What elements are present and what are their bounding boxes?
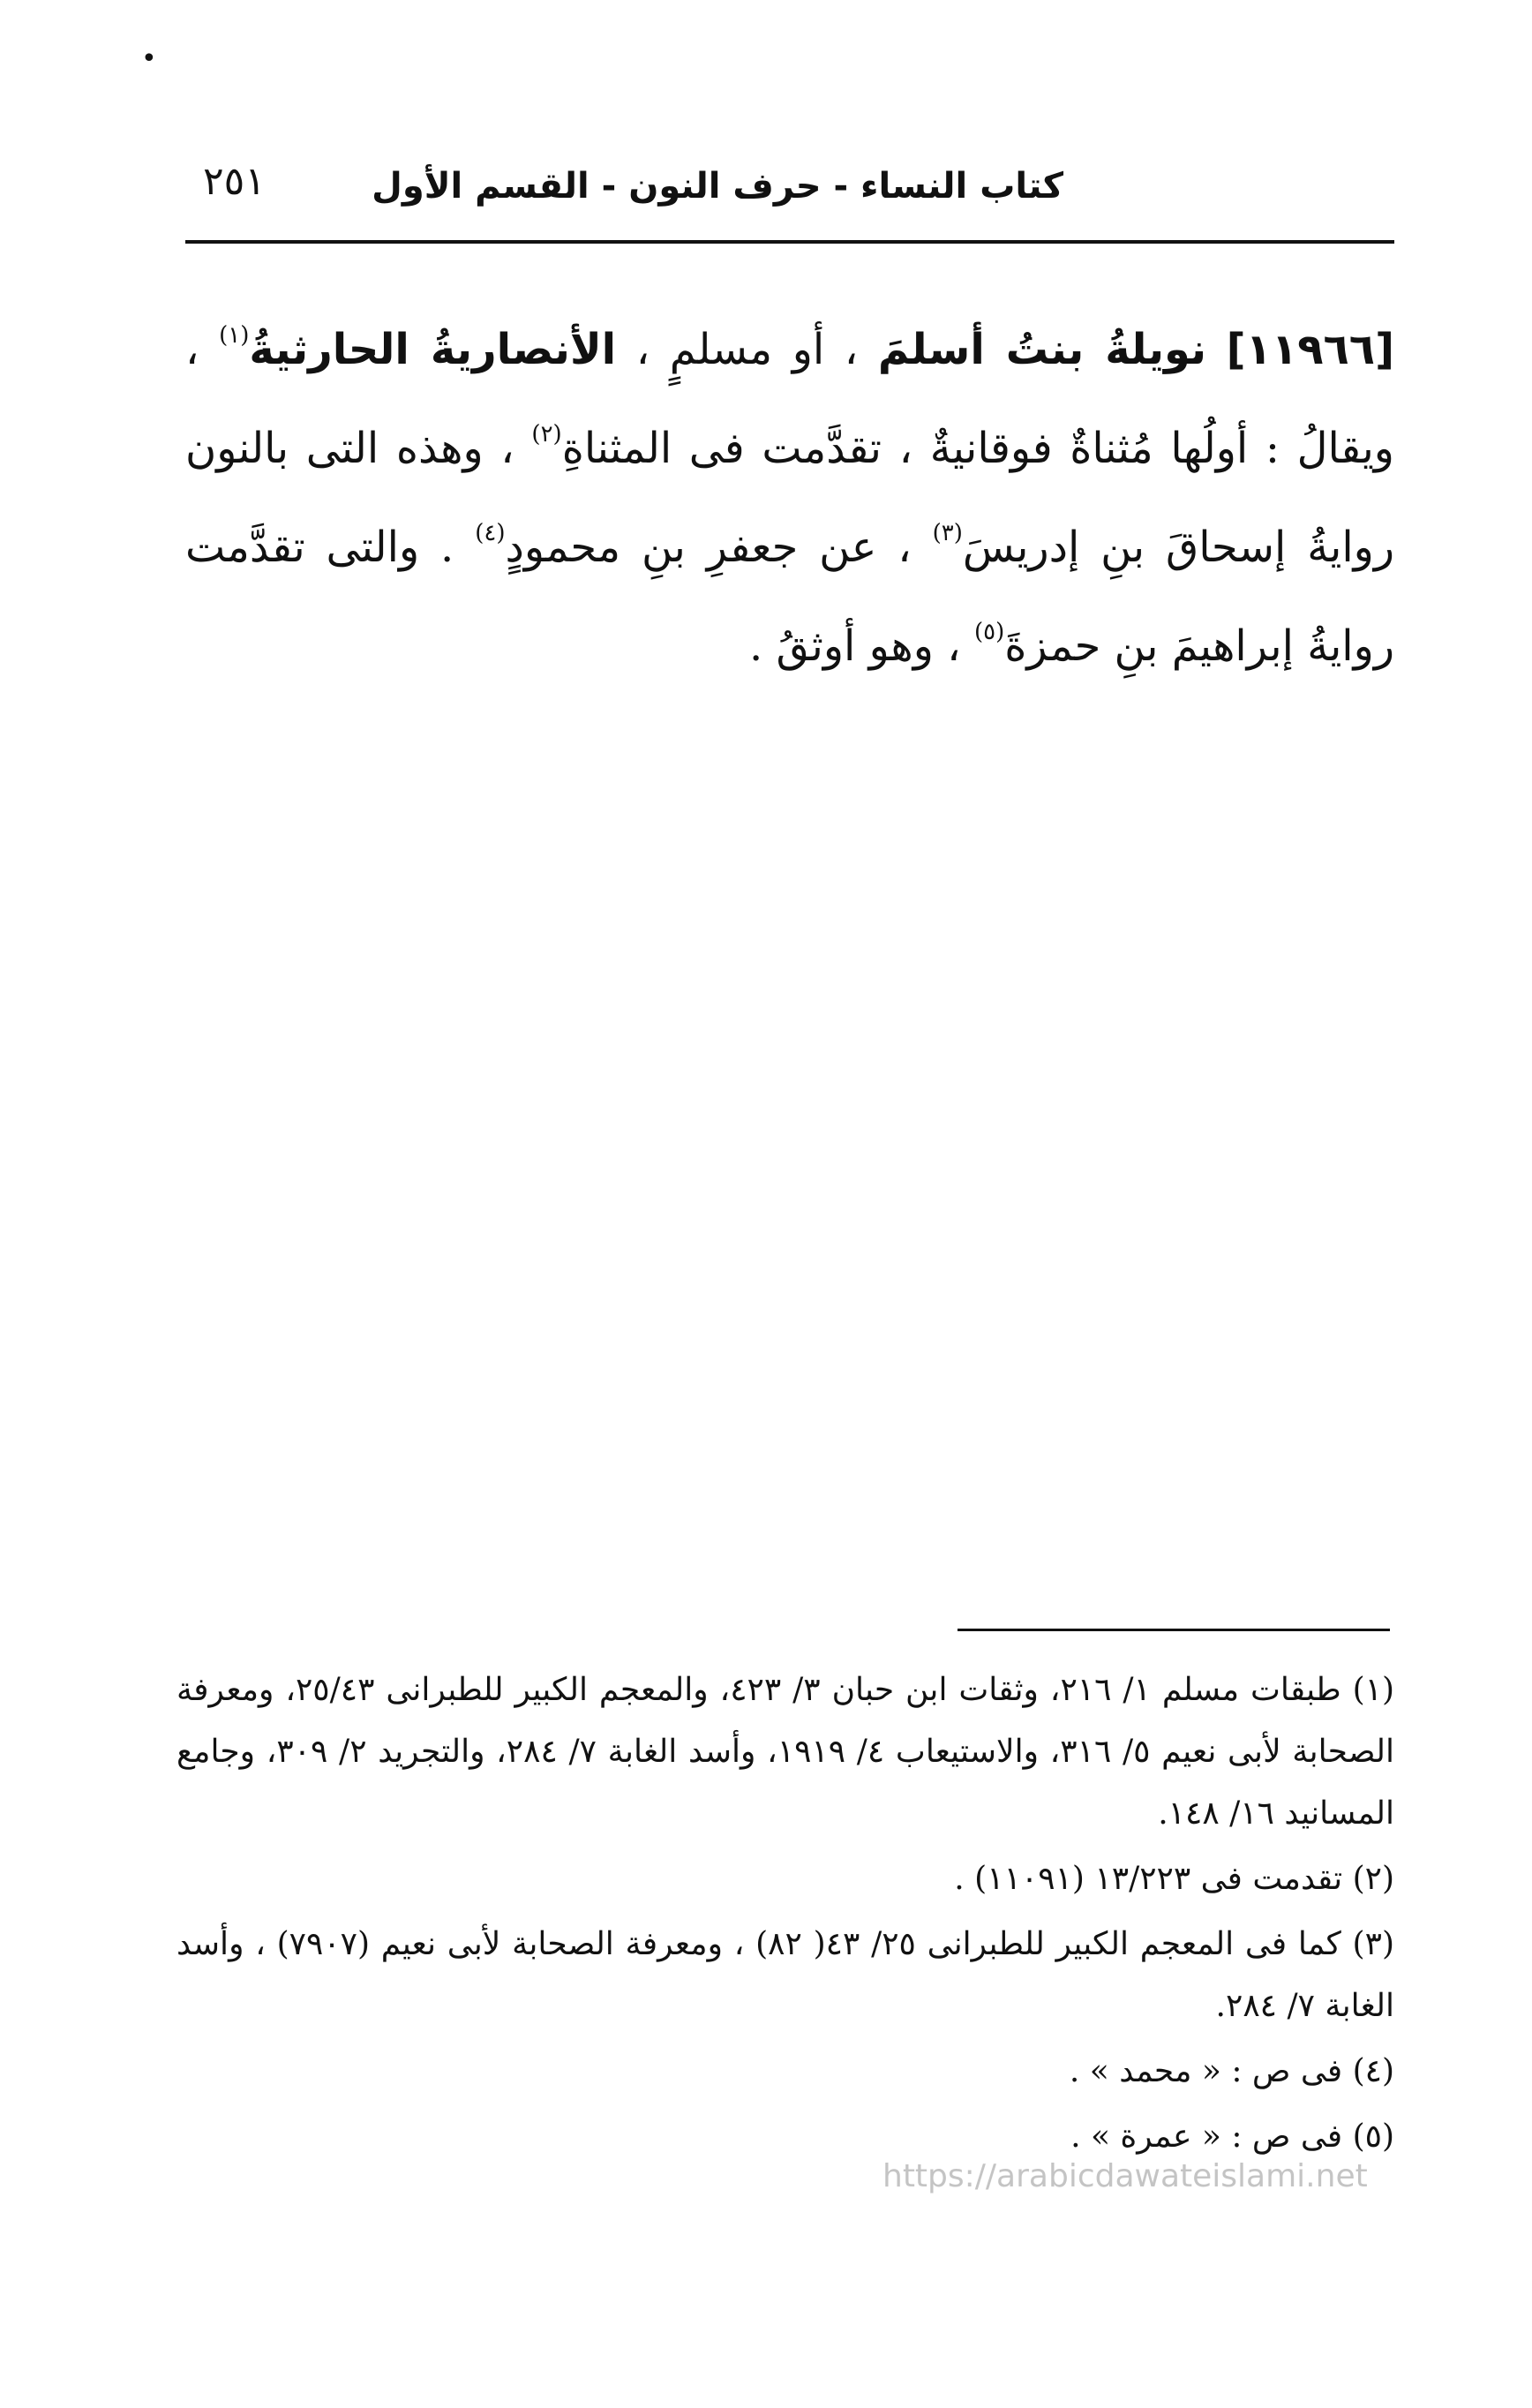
footnote-ref: (١) — [219, 322, 250, 349]
footnote-text: كما فى المعجم الكبير للطبرانى ٢٥/ ٤٣( ٨٢) ، ومعرفة الصحابة لأبى نعيم (٧٩٠٧) ، وأسد الغابة ٧/ ٢٨٤. — [176, 1926, 1394, 2024]
footnote-text: فى ص : « عمرة » . — [1070, 2118, 1343, 2155]
footnote-marker: (٢) — [1352, 1861, 1394, 1897]
entry-text: ، وهو أوثقُ . — [748, 621, 961, 671]
entry-text: . والتى تقدَّمت روايةُ إبراهيمَ بنِ حمزةَ — [185, 523, 1394, 671]
footnote-marker: (٣) — [1352, 1926, 1394, 1962]
entry-name: نويلةُ بنتُ أسلمَ — [877, 325, 1207, 374]
watermark-url: https://arabicdawateislami.net — [882, 2158, 1368, 2194]
footnote — [176, 1914, 1394, 2037]
entry-tribe: الأنصاريةُ الحارثيةُ — [249, 325, 617, 374]
footnote-text: تقدمت فى ١٣/٢٢٣ (١١٠٩١) . — [954, 1861, 1343, 1897]
footnote-ref: (٢) — [531, 421, 562, 448]
footnote-text: طبقات مسلم ١/ ٢١٦، وثقات ابن حبان ٣/ ٤٢٣، والمعجم الكبير للطبرانى ٢٥/٤٣، ومعرفة الصحابة لأبى نعيم ٥/ ٣١٦، والاستيعاب ٤/ ١٩١٩، وأسد الغابة ٧/ ٢٨٤، والتجريد ٢/ ٣٠٩، وجامع المسانيد ١٦/ ١٤٨. — [176, 1672, 1395, 1832]
page-number: ٢٥١ — [203, 159, 266, 204]
header-rule — [185, 240, 1394, 244]
corner-mark: • — [141, 43, 157, 74]
entry-number: [١١٩٦٦] — [1226, 325, 1395, 374]
entry-text: ، ويقالُ : أولُها مُثناةٌ فوقانيةٌ ، تقدَّمت فى المثناةِ — [185, 325, 1394, 473]
footnote-marker: (١) — [1352, 1672, 1395, 1708]
entry-text: ، أو مسلمٍ ، — [635, 325, 859, 374]
footnote-marker: (٥) — [1352, 2118, 1394, 2155]
entry-paragraph — [185, 300, 1394, 696]
footnote-ref: (٥) — [973, 619, 1005, 645]
footnote-ref: (٤) — [475, 520, 506, 546]
entry-text: ، وهذه التى بالنون روايةُ إسحاقَ بنِ إدريسَ — [185, 424, 1395, 572]
running-title: كتاب النساء - حرف النون - القسم الأول — [372, 166, 1063, 207]
footnote-ref: (٣) — [932, 520, 963, 546]
page-header — [185, 159, 1394, 221]
footnote-marker: (٤) — [1352, 2053, 1394, 2089]
footnote-separator — [958, 1629, 1390, 1631]
footnote-text: فى ص : « محمد » . — [1069, 2053, 1343, 2089]
footnote — [176, 1659, 1394, 1845]
footnotes — [176, 1659, 1394, 2171]
footnote — [176, 1848, 1394, 1910]
footnote — [176, 2041, 1394, 2103]
entry-text: ، عن جعفرِ بنِ محمودٍ — [505, 523, 912, 572]
